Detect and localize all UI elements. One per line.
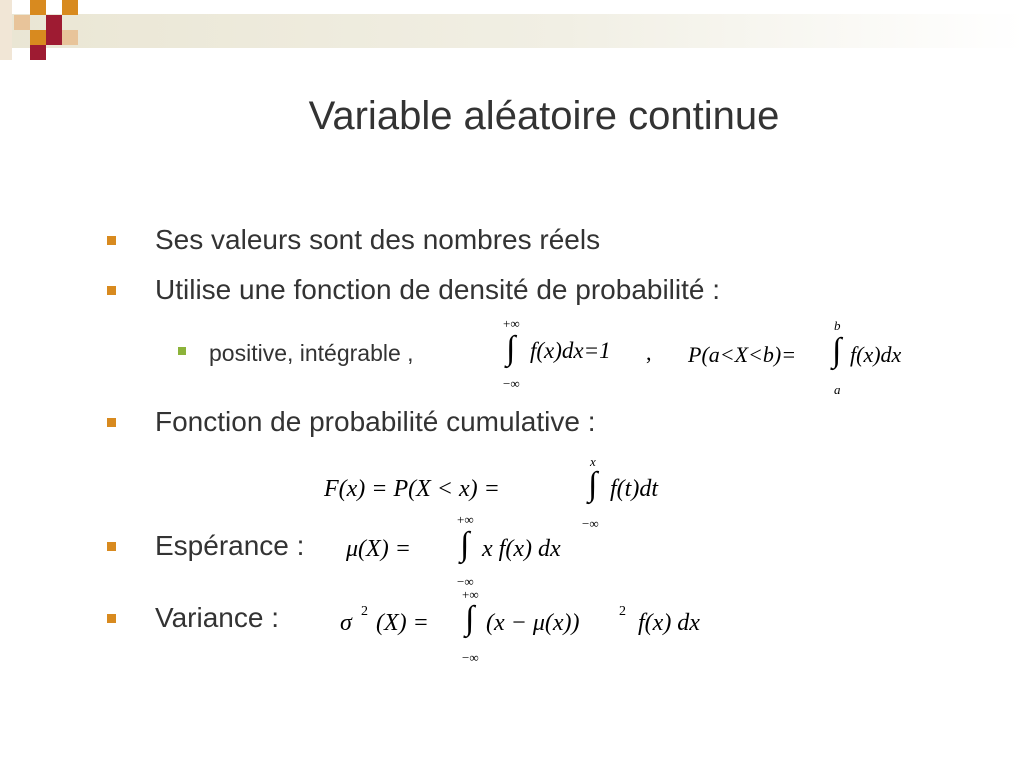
bullet-text: Fonction de probabilité cumulative : xyxy=(155,406,596,437)
bullet-text: Ses valeurs sont des nombres réels xyxy=(155,224,601,255)
bullet-text: Espérance : xyxy=(155,530,305,561)
integrand-paren: (x − μ(x)) xyxy=(486,610,580,636)
bullet-text: Variance : xyxy=(155,602,279,633)
integrand: f(t)dt xyxy=(610,476,658,502)
logo-square xyxy=(30,30,46,45)
slide-title: Variable aléatoire continue xyxy=(308,94,780,138)
lhs: (X) = xyxy=(376,610,429,636)
logo-square xyxy=(46,30,62,45)
integral-lower-bound: a xyxy=(834,382,841,397)
header-band xyxy=(0,14,1024,48)
sub-bullet-icon xyxy=(178,347,186,355)
sub-bullet-text: positive, intégrable , xyxy=(209,340,414,366)
integrand: x f(x) dx xyxy=(482,536,561,562)
integrand: f(x)dx=1 xyxy=(530,338,611,363)
logo-square xyxy=(30,45,46,60)
integral-sign: ∫ xyxy=(506,330,516,367)
separator: , xyxy=(646,340,652,365)
bullet-icon xyxy=(107,614,116,623)
lhs: F(x) = P(X < x) = xyxy=(324,476,500,502)
logo-square xyxy=(30,0,46,15)
integral-sign: ∫ xyxy=(588,466,598,503)
paren-exponent: 2 xyxy=(619,604,626,619)
integral-lower-bound: −∞ xyxy=(457,574,474,589)
integrand: f(x)dx xyxy=(850,342,902,367)
integral-upper-bound: +∞ xyxy=(457,512,474,527)
integral-upper-bound: +∞ xyxy=(503,316,520,331)
integral-upper-bound: x xyxy=(590,454,596,469)
logo-square xyxy=(0,0,12,60)
logo-square xyxy=(46,15,62,30)
bullet-icon xyxy=(107,542,116,551)
integral-sign: ∫ xyxy=(832,332,842,369)
logo-square xyxy=(62,30,78,45)
sigma-exponent: 2 xyxy=(361,604,368,619)
integral-lower-bound: −∞ xyxy=(503,376,520,391)
bullet-icon xyxy=(107,286,116,295)
integrand-density: f(x) dx xyxy=(638,610,700,636)
integral-upper-bound: b xyxy=(834,318,841,333)
integral-sign: ∫ xyxy=(460,526,470,563)
bullet-text: Utilise une fonction de densité de probabilité : xyxy=(155,274,721,305)
logo-square xyxy=(14,15,30,30)
logo-square xyxy=(62,0,78,15)
integral-upper-bound: +∞ xyxy=(462,587,479,602)
sigma-symbol: σ xyxy=(340,610,352,636)
bullet-icon xyxy=(107,236,116,245)
lhs: P(a<X<b)= xyxy=(688,342,797,367)
bullet-icon xyxy=(107,418,116,427)
integral-lower-bound: −∞ xyxy=(462,650,479,665)
lhs: μ(X) = xyxy=(346,536,411,562)
integral-lower-bound: −∞ xyxy=(582,516,599,531)
integral-sign: ∫ xyxy=(465,600,475,637)
